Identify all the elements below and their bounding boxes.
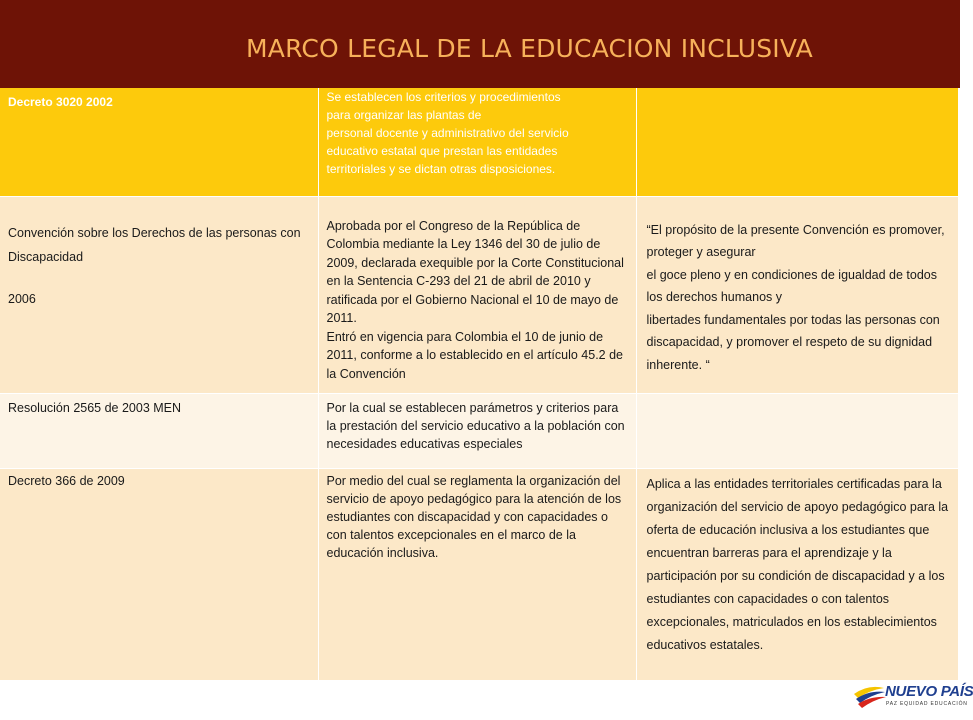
description-line: territoriales y se dictan otras disposiciones. <box>326 162 556 176</box>
table-row <box>0 196 958 393</box>
norm-cell <box>0 393 318 468</box>
scope-text: libertades fundamentales por todas las personas con discapacidad, y promover el respeto de su dignidad inherente. “ <box>646 312 940 372</box>
nuevo-pais-logo <box>852 680 973 720</box>
norm-name: Resolución 2565 de 2003 MEN <box>8 400 182 415</box>
logo-tagline: PAZ EQUIDAD EDUCACIÓN <box>886 701 968 707</box>
norm-cell <box>0 468 318 680</box>
description-cell <box>318 88 636 196</box>
description-line: educativo estatal que prestan las entidades <box>326 144 558 158</box>
scope-text: el goce pleno y en condiciones de igualdad de todos los derechos humanos y <box>646 267 937 304</box>
description-cell <box>318 393 636 468</box>
slide-header <box>0 0 960 88</box>
scope-text: Aplica a las entidades territoriales certificadas para la organización del servicio de apoyo pedagógico para la oferta de educación inclusiva a los estudiantes que encuentran barreras para el aprendizaje y la participación por su condición de discapacidad y a los estudiantes con capacidades o con talentos excepcionales, matriculados en los establecimientos educativos estatales. <box>646 476 949 652</box>
scope-cell <box>636 88 958 196</box>
description-cell <box>318 196 636 393</box>
slide-title: MARCO LEGAL DE LA EDUCACION INCLUSIVA <box>246 34 813 63</box>
table-row <box>0 468 958 680</box>
scope-text: “El propósito de la presente Convención es promover, proteger y asegurar <box>646 222 945 259</box>
logo-name: NUEVO PAÍS <box>885 683 973 700</box>
table-row <box>0 88 958 196</box>
flag-swoosh-icon <box>852 682 888 712</box>
scope-cell <box>636 393 958 468</box>
norm-cell <box>0 88 318 196</box>
description-cell <box>318 468 636 680</box>
description-paragraph: Por la cual se establecen parámetros y criterios para la prestación del servicio educativo a la población con necesidades educativas especiales <box>326 400 625 451</box>
norm-cell <box>0 196 318 393</box>
description-line: Se establecen los criterios y procedimientos <box>326 90 561 104</box>
table-row <box>0 393 958 468</box>
description-line: para organizar las plantas de <box>326 108 482 122</box>
scope-cell <box>636 468 958 680</box>
norm-year: 2006 <box>8 291 36 306</box>
description-paragraph: Por medio del cual se reglamenta la organización del servicio de apoyo pedagógico para la atención de los estudiantes con discapacidad y con capacidades o con talentos excepcionales en el marco de la educación inclusiva. <box>326 473 622 560</box>
description-line: personal docente y administrativo del servicio <box>326 126 569 140</box>
legal-framework-table <box>0 88 958 681</box>
scope-cell <box>636 196 958 393</box>
norm-name: Decreto 366 de 2009 <box>8 473 125 488</box>
norm-name: Convención sobre los Derechos de las personas con Discapacidad <box>8 225 301 264</box>
description-paragraph: Entró en vigencia para Colombia el 10 de junio de 2011, conforme a lo establecido en el artículo 45.2 de la Convención <box>326 329 623 381</box>
description-paragraph: Aprobada por el Congreso de la República de Colombia mediante la Ley 1346 del 30 de julio de 2009, declarada exequible por la Corte Constitucional en la Sentencia C-293 del 21 de abril de 2010 y ratificada por el Gobierno Nacional el 10 de mayo de 2011. <box>326 218 624 325</box>
norm-name: Decreto 3020 2002 <box>8 95 113 109</box>
